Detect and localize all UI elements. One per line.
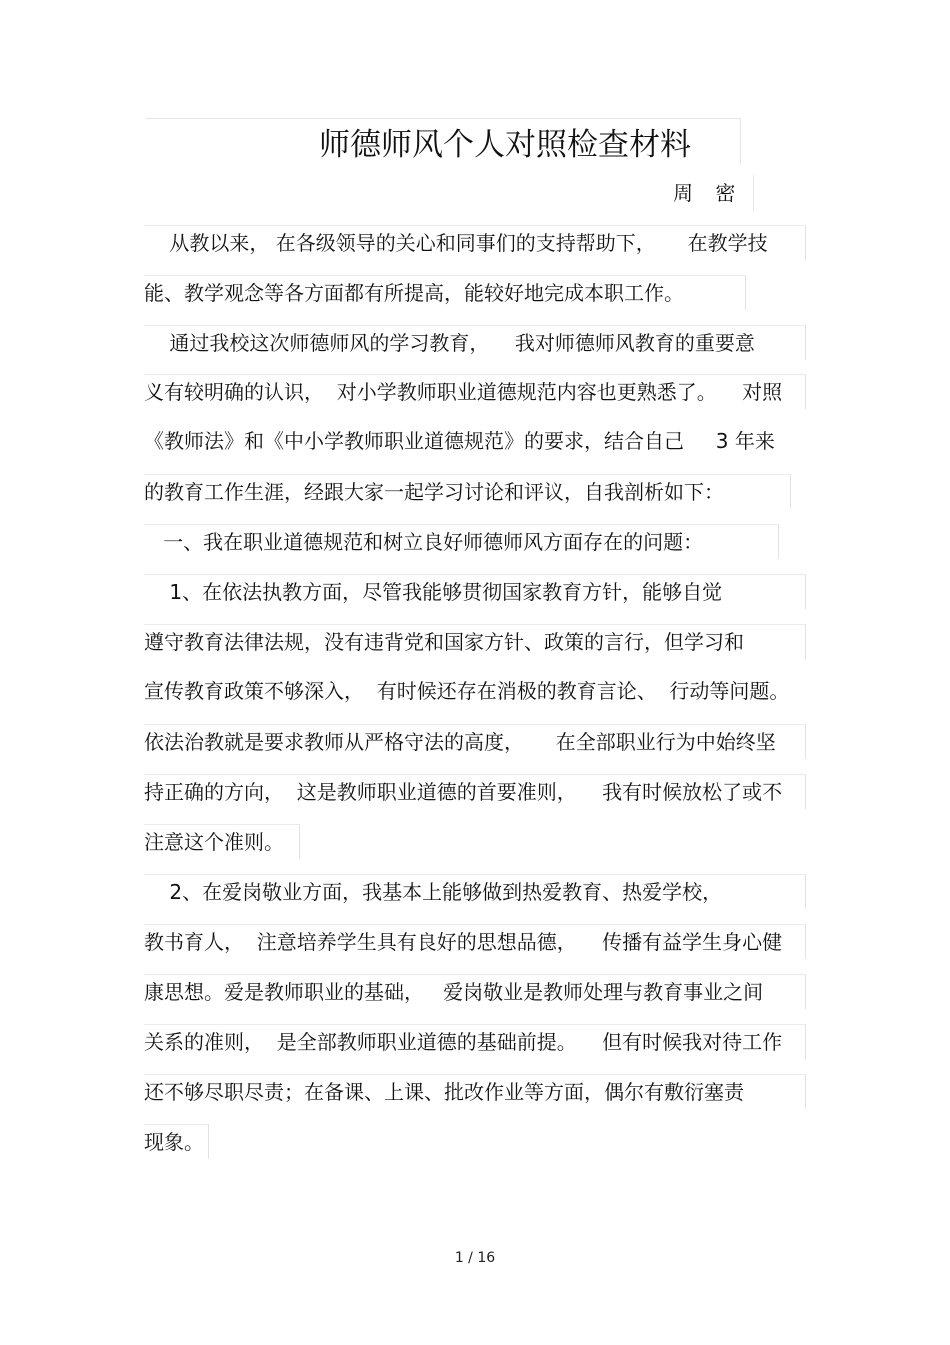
text-line: 还不够尽职尽责；在备课、上课、批改作业等方面，偶尔有敷衍塞责 — [144, 1074, 806, 1109]
text-line: 通过我校这次师德师风的学习教育， 我对师德师风教育的重要意 — [144, 325, 806, 360]
text-line: 的教育工作生涯，经跟大家一起学习讨论和评议，自我剖析如下： — [144, 474, 791, 509]
document-title: 师德师风个人对照检查材料 — [146, 118, 741, 165]
text-line: 现象。 — [144, 1124, 209, 1159]
text-line: 义有较明确的认识， 对小学教师职业道德规范内容也更熟悉了。 对照 — [144, 374, 806, 409]
text-line: 2、在爱岗敬业方面，我基本上能够做到热爱教育、热爱学校， — [144, 874, 806, 909]
text-line: 关系的准则， 是全部教师职业道德的基础前提。 但有时候我对待工作 — [144, 1024, 806, 1059]
text-line: 康思想。爱是教师职业的基础， 爱岗敬业是教师处理与教育事业之间 — [144, 974, 806, 1009]
text-line: 《教师法》和《中小学教师职业道德规范》的要求，结合自己 3 年来 — [144, 429, 775, 453]
text-line: 能、教学观念等各方面都有所提高，能较好地完成本职工作。 — [144, 275, 746, 310]
page-number: 1 / 16 — [454, 1250, 496, 1266]
text-line: 宣传教育政策不够深入， 有时候还存在消极的教育言论、 行动等问题。 — [144, 679, 790, 703]
text-line: 持正确的方向， 这是教师职业道德的首要准则， 我有时候放松了或不 — [144, 774, 806, 809]
text-line: 1、在依法执教方面，尽管我能够贯彻国家教育方针，能够自觉 — [144, 574, 806, 609]
author-name: 周 密 — [673, 175, 754, 211]
text-line: 一、我在职业道德规范和树立良好师德师风方面存在的问题： — [144, 524, 779, 559]
text-line: 遵守教育法律法规，没有违背党和国家方针、政策的言行，但学习和 — [144, 624, 806, 659]
text-line: 从教以来， 在各级领导的关心和同事们的支持帮助下， 在教学技 — [144, 225, 806, 260]
text-line: 教书育人， 注意培养学生具有良好的思想品德， 传播有益学生身心健 — [144, 924, 806, 959]
text-line: 注意这个准则。 — [144, 824, 300, 859]
text-line: 依法治教就是要求教师从严格守法的高度， 在全部职业行为中始终坚 — [144, 724, 806, 759]
